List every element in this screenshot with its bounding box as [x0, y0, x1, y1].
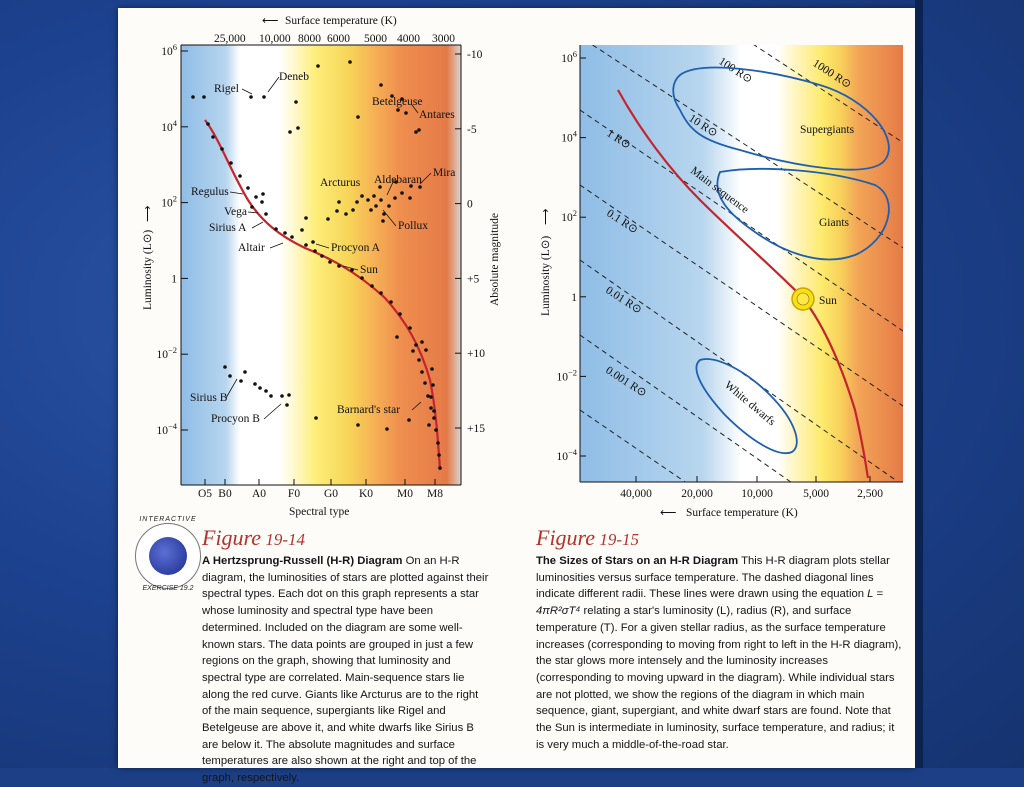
star-label-sirius-a: Sirius A [209, 222, 247, 234]
star-label-mira: Mira [433, 167, 456, 179]
top-tick: 5000 [364, 33, 387, 45]
star-label-aldebaran: Aldebaran [374, 174, 422, 186]
fig2-x-tick-label: 20,000 [681, 488, 713, 500]
fig2-y-tick-label: $10^{-2}$ [556, 367, 577, 384]
y-tick-label: $10^{-2}$ [156, 345, 177, 362]
x-tick-label: M8 [427, 488, 443, 500]
x-tick-label: G0 [323, 488, 339, 500]
star-label-betelgeuse: Betelgeuse [372, 96, 423, 108]
y-tick-label: $10^{-4}$ [156, 421, 177, 437]
top-tick: 25,000 [214, 33, 246, 45]
region-label-supergiants: Supergiants [800, 124, 855, 136]
radius-label: 0.001 R⊙ [603, 364, 649, 400]
y-axis-arrow: ⟶ [142, 205, 154, 222]
fig2-y-tick-label: 1 [571, 291, 577, 304]
caption-text: This H-R diagram plots stellar luminosities versus surface temperature. The dashed diagonal lines indicate different radii. These lines were drawn using the equation [536, 555, 890, 601]
radius-label: 0.1 R⊙ [604, 207, 640, 237]
globe-icon [149, 537, 187, 575]
figure-word: Figure [202, 525, 262, 550]
fig2-x-tick-label: 5,000 [803, 488, 829, 500]
figure-19-15-caption [536, 553, 904, 753]
region-label-giants: Giants [819, 217, 850, 229]
figure-word: Figure [536, 525, 596, 550]
star-label-arcturus: Arcturus [320, 177, 361, 189]
star-label-vega: Vega [224, 206, 247, 218]
figure-number: 19-14 [265, 530, 305, 549]
star-label-sun: Sun [360, 264, 378, 276]
radius-label: 1000 R⊙ [810, 57, 854, 92]
star-label-barnards-star: Barnard's star [337, 404, 401, 416]
figure-number: 19-15 [599, 530, 639, 549]
fig2-y-tick-label: $10^6$ [561, 49, 577, 65]
star-label-antares: Antares [419, 109, 455, 121]
y-axis-label: Luminosity (L⊙) [142, 229, 154, 310]
right-tick-label: +5 [467, 273, 480, 286]
right-tick-label: -10 [467, 49, 483, 61]
x-tick-label: O5 [197, 488, 213, 500]
right-axis-label: Absolute magnitude [489, 213, 501, 306]
radius-label: 100 R⊙ [716, 55, 755, 86]
y-tick-label: 1 [171, 273, 177, 286]
y-tick-label: $10^4$ [161, 117, 177, 134]
radius-label: 0.01 R⊙ [603, 284, 644, 317]
star-label-procyon-b: Procyon B [211, 413, 260, 425]
region-label-main-sequence: Main sequence [688, 164, 751, 217]
star-label-sirius-b: Sirius B [190, 392, 228, 404]
figure-19-15-title [536, 525, 639, 551]
right-tick-label: 0 [467, 198, 473, 211]
fig2-y-axis-arrow: ⟶ [540, 208, 552, 225]
x-axis-label: Spectral type [289, 506, 350, 518]
x-tick-label: A0 [251, 488, 267, 500]
fig2-x-tick-label: 40,000 [620, 488, 652, 500]
right-tick-label: -5 [467, 123, 477, 136]
top-axis-arrow: ⟵ [262, 15, 279, 27]
x-tick-label: B0 [218, 488, 232, 500]
y-tick-label: $10^6$ [161, 42, 177, 58]
fig2-x-axis-label: Surface temperature (K) [686, 507, 798, 519]
badge-text-top: INTERACTIVE [139, 516, 197, 523]
x-tick-label: M0 [397, 488, 413, 500]
radius-label: 1 R⊙ [604, 127, 633, 152]
y-tick-label: $10^2$ [161, 193, 177, 210]
x-tick-label: K0 [358, 488, 374, 500]
fig2-x-tick-label: 10,000 [741, 488, 773, 500]
sun-marker [792, 288, 814, 310]
star-label-altair: Altair [238, 242, 265, 254]
fig2-y-axis-label: Luminosity (L⊙) [540, 235, 552, 316]
fig2-y-tick-label: $10^{-4}$ [556, 447, 577, 463]
interactive-exercise-badge[interactable] [135, 523, 201, 589]
fig2-y-tick-label: $10^2$ [561, 208, 577, 225]
caption-equation: L = 4πR²σT⁴ [536, 588, 883, 618]
region-label-white-dwarfs: White dwarfs [722, 379, 778, 429]
right-tick-label: +15 [467, 423, 485, 435]
top-tick: 4000 [397, 33, 420, 45]
figure-19-14-title [202, 525, 305, 551]
top-tick: 10,000 [259, 33, 291, 45]
caption-text: On an H-R diagram, the luminosities of stars are plotted against their spectral types. Each dot on this graph represents a star whose luminosity and spectral type have been determined. Included on the diagram are some well-known stars. The data points are grouped in just a few regions on the graph, showing that luminosity and spectral type are correlated. Main-sequence stars lie along the red curve. Giants like Arcturus are to the right of the main sequence, supergiants like Rigel and Betelgeuse are above it, and white dwarfs like Sirius B are below it. The absolute magnitudes and surface temperatures are also shown at the right and top of the graph, respectively. [202, 555, 489, 785]
caption-heading: The Sizes of Stars on an H-R Diagram [536, 555, 739, 567]
top-tick: 6000 [327, 33, 350, 45]
radius-label: 10 R⊙ [686, 112, 720, 140]
star-label-regulus: Regulus [191, 186, 229, 198]
top-tick: 8000 [298, 33, 321, 45]
fig2-y-tick-label: $10^4$ [561, 128, 577, 145]
x-tick-label: F0 [287, 488, 301, 500]
caption-text: relating a star's luminosity (L), radius (R), and surface temperature (T). For a given stellar radius, as the surface temperature increases (corresponding to moving from right to left in the H-R diagram), the star glows more intensely and the luminosity increases (corresponding to moving upward in the diagram). While individual stars are not plotted, we show the regions of the diagram in which main sequence, giant, supergiant, and white dwarf stars are found. Note that the Sun is intermediate in luminosity, surface temperature, and radius; it is very much a middle-of-the-road star. [536, 605, 902, 751]
top-axis-label: Surface temperature (K) [285, 15, 397, 27]
star-label-pollux: Pollux [398, 220, 429, 232]
star-label-deneb: Deneb [279, 71, 310, 83]
right-tick-label: +10 [467, 348, 485, 361]
top-tick: 3000 [432, 33, 455, 45]
caption-heading: A Hertzsprung-Russell (H-R) Diagram [202, 555, 403, 567]
fig2-x-axis-arrow: ⟵ [660, 507, 677, 519]
star-label-rigel: Rigel [214, 83, 239, 95]
fig2-x-tick-label: 2,500 [857, 488, 883, 500]
figure-19-14-caption [202, 553, 490, 787]
badge-text-bottom: EXERCISE 19.2 [142, 585, 194, 592]
sun-label: Sun [819, 295, 837, 307]
star-label-procyon-a: Procyon A [331, 242, 380, 254]
